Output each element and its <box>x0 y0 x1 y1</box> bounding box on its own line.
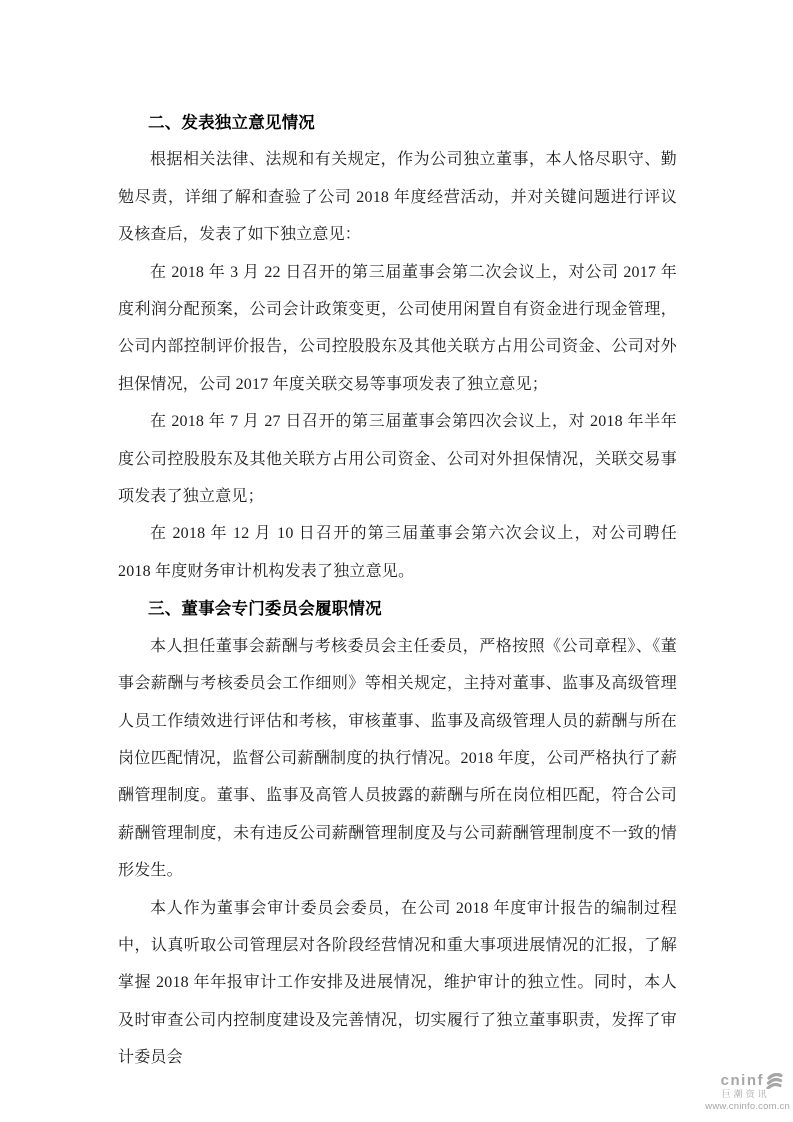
cninfo-brand-chinese: 巨潮资讯 <box>721 1088 770 1099</box>
paragraph-audit-committee: 本人作为董事会审计委员会委员，在公司 2018 年度审计报告的编制过程中，认真听取公司管理层对各阶段经营情况和重大事项进展情况的汇报，了解掌握 2018 年年报审计工作安排及进展情况，维护审计的独立性。同时，本人及时审查公司内控制度建设及完善情况，切实履行了独立董事职责，发挥了审计委员会 <box>118 899 677 1067</box>
cninfo-brand-row <box>705 1073 790 1090</box>
paragraph-meeting-march-22: 在 2018 年 3 月 22 日召开的第三届董事会第二次会议上，对公司 2017 年度利润分配预案，公司会计政策变更，公司使用闲置自有资金进行现金管理，公司内部控制评价报告，公司控股股东及其他关联方占用公司资金、公司对外担保情况，公司 2017 年度关联交易等事项发表了独立意见； <box>118 263 677 393</box>
paragraph-intro: 根据相关法律、法规和有关规定，作为公司独立董事，本人恪尽职守、勤勉尽责，详细了解和查验了公司 2018 年度经营活动，并对关键问题进行评议及核查后，发表了如下独立意见： <box>118 151 677 244</box>
paragraph-meeting-december-10: 在 2018 年 12 月 10 日召开的第三届董事会第六次会议上，对公司聘任 2018 年度财务审计机构发表了独立意见。 <box>118 525 677 580</box>
section-heading-committee-duties: 三、董事会专门委员会履职情况 <box>148 599 382 619</box>
cninfo-swoosh-icon <box>765 1073 784 1089</box>
paragraph-meeting-july-27: 在 2018 年 7 月 27 日召开的第三届董事会第四次会议上，对 2018 年半年度公司控股股东及其他关联方占用公司资金、公司对外担保情况，关联交易事项发表了独立意见； <box>118 413 677 506</box>
cninfo-brand-text: cninf <box>720 1072 764 1090</box>
cninfo-website: www.cninfo.com.cn <box>705 1100 790 1112</box>
section-heading-independent-opinions: 二、发表独立意见情况 <box>148 113 315 132</box>
document-body <box>118 104 677 1077</box>
cninfo-watermark <box>705 1073 790 1112</box>
paragraph-remuneration-committee: 本人担任董事会薪酬与考核委员会主任委员，严格按照《公司章程》、《董事会薪酬与考核委员会工作细则》等相关规定，主持对董事、监事及高级管理人员工作绩效进行评估和考核，审核董事、监事及高级管理人员的薪酬与所在岗位匹配情况，监督公司薪酬制度的执行情况。2018 年度，公司严格执行了薪酬管理制度。董事、监事及高管人员披露的薪酬与所在岗位相匹配，符合公司薪酬管理制度，未有违反公司薪酬管理制度及与公司薪酬管理制度不一致的情形发生。 <box>118 637 677 880</box>
